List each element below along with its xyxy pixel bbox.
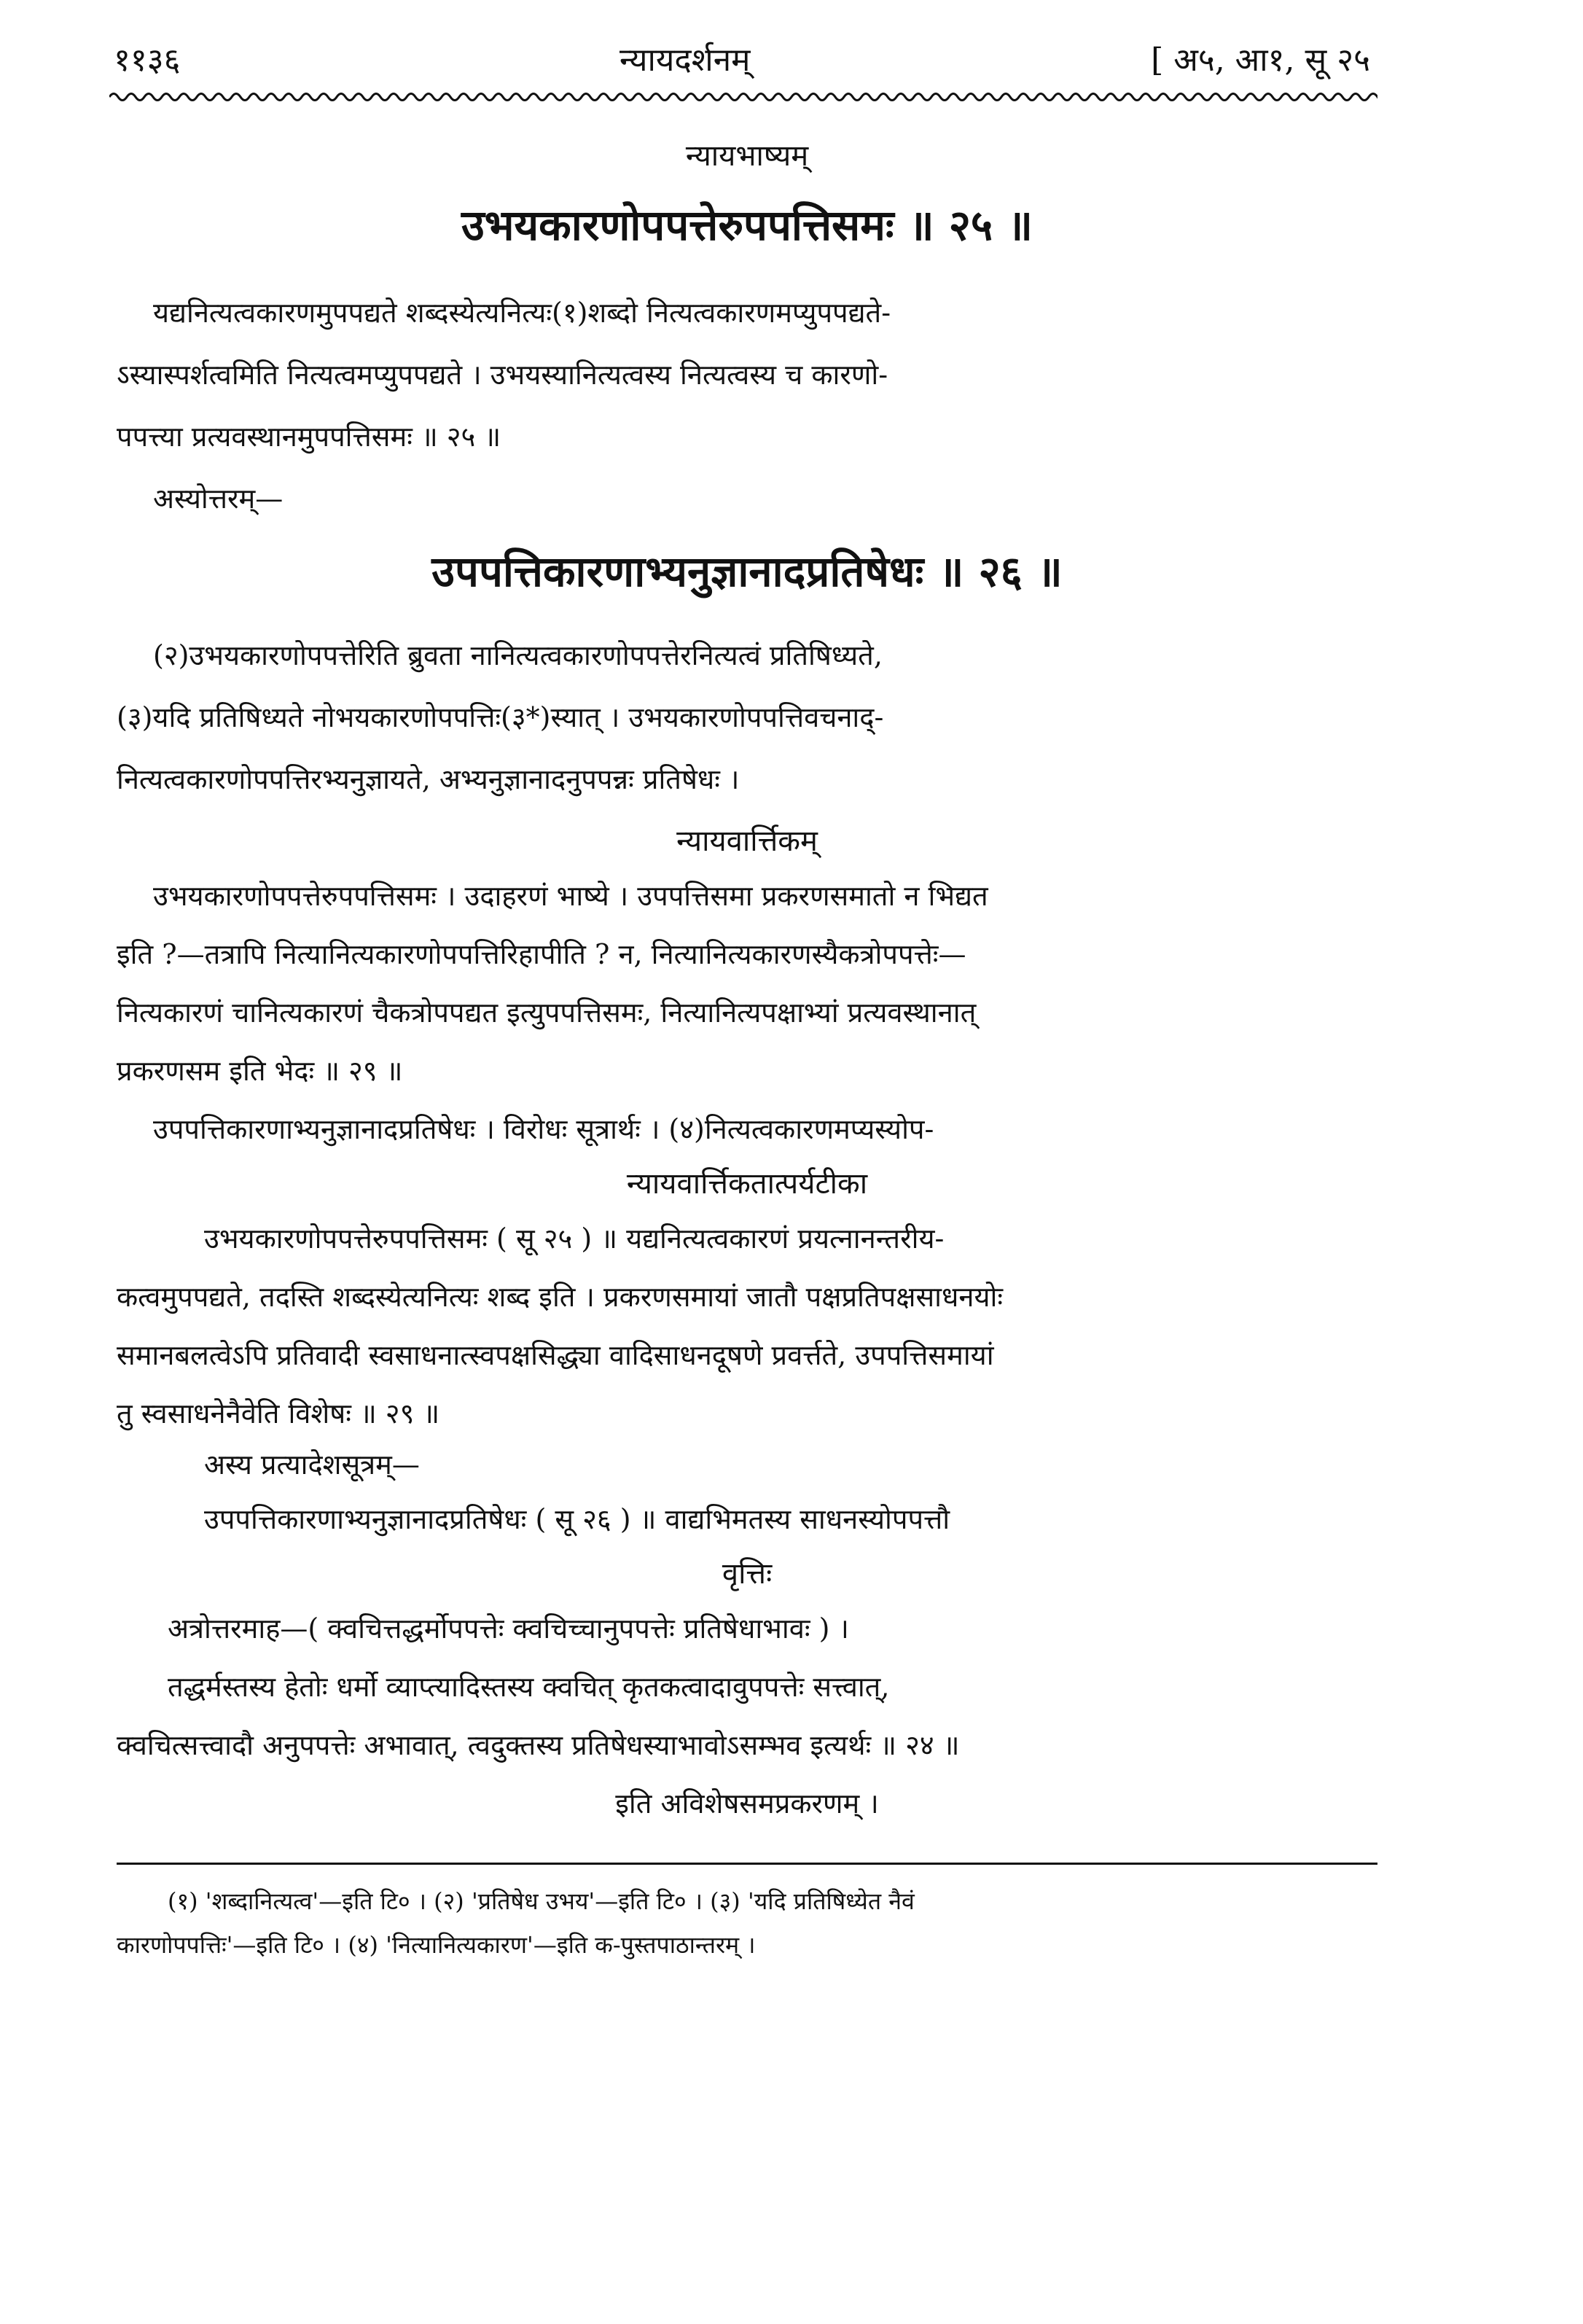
tika-line-2: कत्वमुपपद्यते, तदस्ति शब्दस्येत्यनित्यः शब्द इति । प्रकरणसमायां जातौ पक्षप्रतिपक्षसाधनयोः xyxy=(117,1281,1003,1313)
section-colophon: इति अविशेषसमप्रकरणम् । xyxy=(615,1787,879,1820)
bhashya-heading: न्यायभाष्यम् xyxy=(685,139,809,173)
header-title: न्यायदर्शनम् xyxy=(619,42,751,79)
wavy-rule xyxy=(109,87,1377,106)
vritti-heading: वृत्तिः xyxy=(722,1557,773,1591)
header-reference: [ अ५, आ१, सू २५ xyxy=(1151,42,1370,79)
page-number: ११३६ xyxy=(114,42,181,79)
footnote-line-2: कारणोपपत्तिः'—इति टि० । (४) 'नित्यानित्यकारण'—इति क-पुस्तपाठान्तरम् । xyxy=(117,1931,756,1959)
uttara-label: अस्योत्तरम्— xyxy=(153,483,284,515)
tika-line-3: समानबलत्वेऽपि प्रतिवादी स्वसाधनात्स्वपक्षसिद्ध्या वादिसाधनदूषणे प्रवर्त्तते, उपपत्तिसमायां xyxy=(117,1339,994,1371)
footnote-line-1: (१) 'शब्दानित्यत्व'—इति टि० । (२) 'प्रतिषेध उभय'—इति टि० । (३) 'यदि प्रतिषिध्येत नैवं xyxy=(168,1887,915,1915)
tika-line-6: उपपत्तिकारणाभ्यनुज्ञानादप्रतिषेधः ( सू २६ ) ॥ वाद्यभिमतस्य साधनस्योपपत्तौ xyxy=(204,1503,950,1535)
vritti-line-2: तद्धर्मस्तस्य हेतोः धर्मो व्याप्त्यादिस्तस्य क्वचित् कृतकत्वादावुपपत्तेः सत्त्वात्, xyxy=(168,1671,890,1703)
tika-line-1: उभयकारणोपपत्तेरुपपत्तिसमः ( सू २५ ) ॥ यद्यनित्यत्वकारणं प्रयत्नानन्तरीय- xyxy=(204,1223,945,1255)
vritti-line-1: अत्रोत्तरमाह—( क्वचित्तद्धर्मोपपत्तेः क्वचिच्चानुपपत्तेः प्रतिषेधाभावः ) । xyxy=(168,1613,849,1645)
vartika-line-1: उभयकारणोपपत्तेरुपपत्तिसमः । उदाहरणं भाष्ये । उपपत्तिसमा प्रकरणसमातो न भिद्यत xyxy=(153,880,988,912)
footnote-rule xyxy=(117,1863,1377,1865)
bhashya-line-3: पपत्त्या प्रत्यवस्थानमुपपत्तिसमः ॥ २५ ॥ xyxy=(117,421,501,453)
vartika-line-2: इति ?—तत्रापि नित्यानित्यकारणोपपत्तिरिहापीति ? न, नित्यानित्यकारणस्यैकत्रोपपत्तेः— xyxy=(117,938,966,970)
vritti-line-3: क्वचित्सत्त्वादौ अनुपपत्तेः अभावात्, त्वदुक्तस्य प्रतिषेधस्याभावोऽसम्भव इत्यर्थः ॥ २४ ॥ xyxy=(117,1729,960,1761)
vartika-line-4: प्रकरणसम इति भेदः ॥ २९ ॥ xyxy=(117,1055,403,1087)
vartika-line-3: नित्यकारणं चानित्यकारणं चैकत्रोपपद्यत इत्युपपत्तिसमः, नित्यानित्यपक्षाभ्यां प्रत्यवस्थानात् xyxy=(117,997,977,1029)
vartika-heading: न्यायवार्त्तिकम् xyxy=(676,824,818,858)
running-header xyxy=(109,29,1370,80)
bhashya-line-5: (३)यदि प्रतिषिध्यते नोभयकारणोपपत्तिः(३*)स्यात् । उभयकारणोपपत्तिवचनाद्- xyxy=(117,701,884,733)
bhashya-line-1: यद्यनित्यत्वकारणमुपपद्यते शब्दस्येत्यनित्यः(१)शब्दो नित्यत्वकारणमप्युपपद्यते- xyxy=(153,297,891,329)
tika-line-5: अस्य प्रत्यादेशसूत्रम्— xyxy=(204,1448,420,1481)
bhashya-line-2: ऽस्यास्पर्शत्वमिति नित्यत्वमप्युपपद्यते । उभयस्यानित्यत्वस्य नित्यत्वस्य च कारणो- xyxy=(117,359,888,391)
vartika-line-5: उपपत्तिकारणाभ्यनुज्ञानादप्रतिषेधः । विरोधः सूत्रार्थः । (४)नित्यत्वकारणमप्यस्योप- xyxy=(153,1113,934,1145)
sutra-26: उपपत्तिकारणाभ्यनुज्ञानादप्रतिषेधः ॥ २६ ॥ xyxy=(431,547,1063,596)
bhashya-line-4: (२)उभयकारणोपपत्तेरिति ब्रुवता नानित्यत्वकारणोपपत्तेरनित्यत्वं प्रतिषिध्यते, xyxy=(153,639,883,671)
tika-line-4: तु स्वसाधनेनैवेति विशेषः ॥ २९ ॥ xyxy=(117,1397,440,1430)
bhashya-line-6: नित्यत्वकारणोपपत्तिरभ्यनुज्ञायते, अभ्यनुज्ञानादनुपपन्नः प्रतिषेधः । xyxy=(117,763,740,795)
sutra-25: उभयकारणोपपत्तेरुपपत्तिसमः ॥ २५ ॥ xyxy=(461,200,1033,250)
tika-heading: न्यायवार्त्तिकतात्पर्यटीका xyxy=(626,1167,868,1201)
